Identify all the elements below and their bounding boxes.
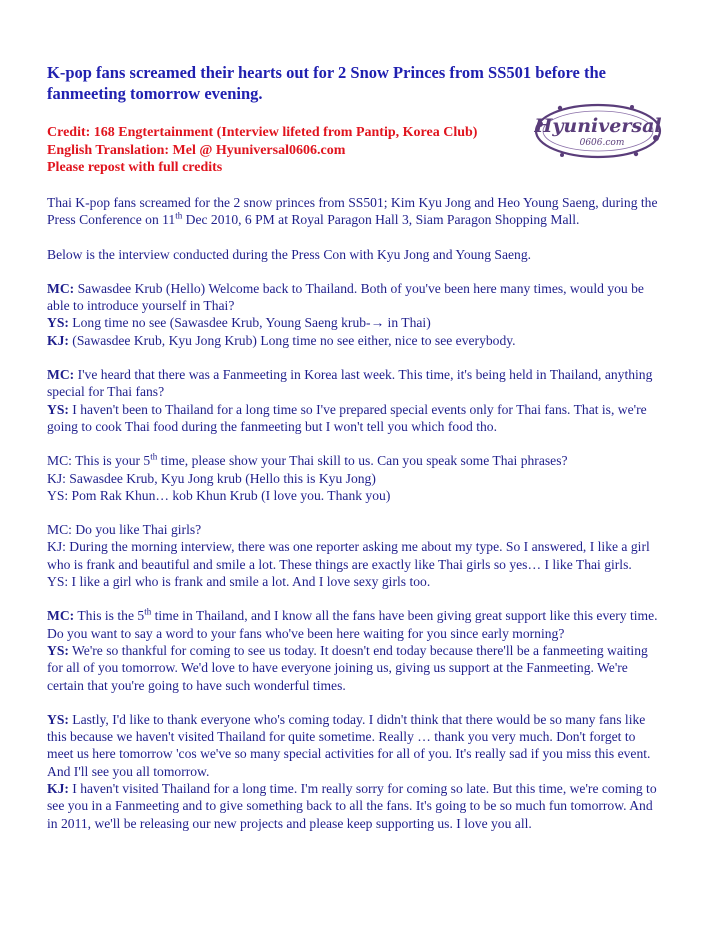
credits-block	[47, 124, 527, 177]
hyuniversal-logo	[532, 100, 664, 162]
qa-block-3: MC: This is your 5th time, please show your Thai skill to us. Can you speak some Thai phrases? KJ: Sawasdee Krub, Kyu Jong krub (Hello this is Kyu Jong) YS: Pom Rak Khun… kob Khun Krub (I love you. Thank you)	[47, 451, 568, 503]
speaker-kj: KJ:	[47, 332, 69, 348]
speaker-ys: YS:	[47, 711, 69, 727]
qa-block-2: MC: I've heard that there was a Fanmeeting in Korea last week. This time, it's being held in Thailand, anything special for Thai fans? YS: I haven't been to Thailand for a long time so I've prepared special events only for Thai fans. That is, we're going to cook Thai food during the fanmeeting but I won't tell you which food tho.	[47, 367, 653, 434]
speaker-mc: MC:	[47, 608, 75, 624]
qa-block-5: MC: This is the 5th time in Thailand, and I know all the fans have been giving great support like this every time. Do you want to say a word to your fans who've been here waiting for you since early morning? YS: We're so thankful for coming to see us today. It doesn't end today because there'll be a fanmeeting waiting for all of you tomorrow. We'd love to have everyone joining us, giving us support at the Fanmeeting. We're certain that you're going to have such wonderful times.	[47, 606, 658, 693]
article-body	[47, 194, 662, 849]
speaker-kj: KJ:	[47, 781, 69, 797]
speaker-mc: MC:	[47, 367, 75, 383]
speaker-mc: MC:	[47, 280, 75, 296]
credit-source: Credit: 168 Engtertainment (Interview lifeted from Pantip, Korea Club)	[47, 125, 478, 140]
speaker-ys: YS:	[47, 642, 69, 658]
qa-block-6: YS: Lastly, I'd like to thank everyone who's coming today. I didn't think that there would be so many fans like this because we haven't visited Thailand for quite sometime. Really … thank you very much. Don't forget to meet us here tomorrow 'cos we've so many special activities for all of you. It's really sad if you miss this event. And I'll see you all tomorrow. KJ: I haven't visited Thailand for a long time. I'm really sorry for coming so late. But this time, we're coming to see you in a Fanmeeting and to give something back to all the fans. It's going to be so much fun tomorrow. And in 2011, we'll be releasing our new projects and please keep supporting us. I love you all.	[47, 711, 657, 831]
intro-paragraph: Thai K-pop fans screamed for the 2 snow princes from SS501; Kim Kyu Jong and Heo Young Saeng, during the Press Conference on 11th Dec 2010, 6 PM at Royal Paragon Hall 3, Siam Paragon Shopping Mall.	[47, 195, 658, 228]
qa-block-4: MC: Do you like Thai girls? KJ: During the morning interview, there was one reporter asking me about my type. So I answered, I like a girl who is frank and beautiful and smile a lot. These things are exactly like Thai girls so yes… I like Thai girls. YS: I like a girl who is frank and smile a lot. And I love sexy girls too.	[47, 522, 650, 590]
credit-translation: English Translation: Mel @ Hyuniversal0606.com	[47, 142, 346, 158]
speaker-ys: YS:	[47, 401, 69, 417]
article-title: K-pop fans screamed their hearts out for 2 Snow Princes from SS501 before the fanmeeting tomorrow evening.	[47, 63, 606, 103]
logo-text: Hyuniversal	[534, 115, 662, 137]
speaker-ys: YS:	[47, 315, 69, 331]
below-paragraph: Below is the interview conducted during the Press Con with Kyu Jong and Young Saeng.	[47, 246, 532, 262]
logo-subtext: 0606.com	[579, 138, 625, 148]
credit-repost-note: Please repost with full credits	[47, 160, 223, 175]
qa-block-1: MC: Sawasdee Krub (Hello) Welcome back to Thailand. Both of you've been here many times, would you be able to introduce yourself in Thai? YS: Long time no see (Sawasdee Krub, Young Saeng krub-→ in Thai) KJ: (Sawasdee Krub, Kyu Jong Krub) Long time no see either, nice to see everybody.	[47, 280, 644, 348]
